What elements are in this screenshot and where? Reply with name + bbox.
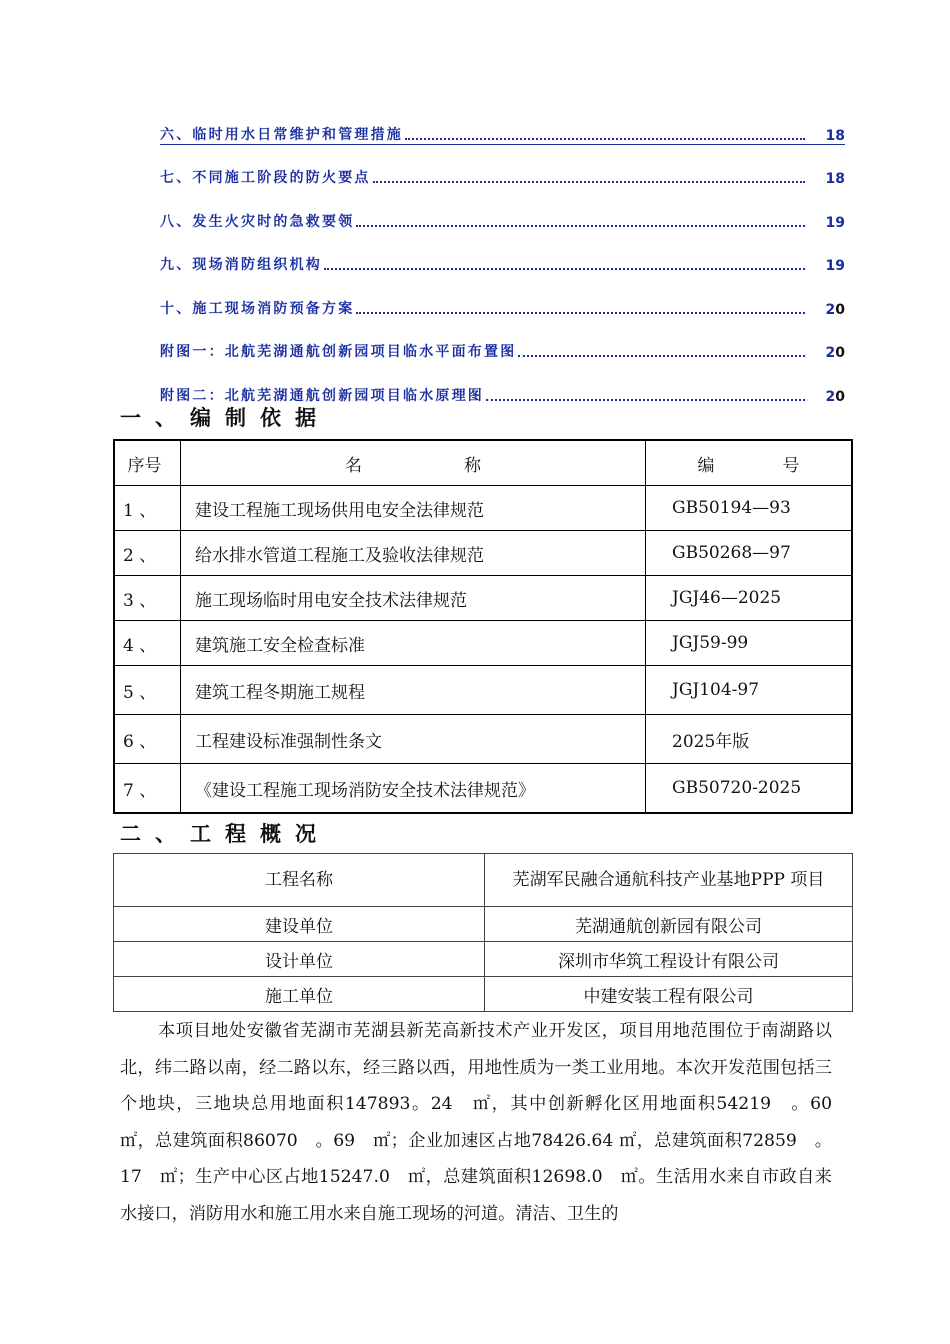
row-code: GB50194—93 [646,486,853,531]
row-index: 2 、 [114,531,181,576]
toc-entry-page[interactable]: 18 [825,171,845,187]
row-code: JGJ104-97 [646,666,853,715]
row-index: 7 、 [114,764,181,814]
toc-leader-dots [373,180,805,183]
row-code: JGJ59-99 [646,621,853,666]
toc-entry-title[interactable]: 八、发生火灾时的急救要领 [160,213,355,230]
table-row [114,764,852,814]
row-name: 给水排水管道工程施工及验收法律规范 [181,531,646,576]
toc-entry-page[interactable]: 18 [825,127,845,144]
info-key: 工程名称 [114,854,485,907]
project-info-table [113,853,853,1012]
toc-entry[interactable] [160,144,845,188]
toc-page-digit: 0 [835,388,845,405]
toc-entry-title[interactable]: 附图二：北航芜湖通航创新园项目临水原理图 [160,387,484,404]
info-value: 深圳市华筑工程设计有限公司 [485,942,853,977]
toc-entry[interactable] [160,274,845,318]
info-key: 施工单位 [114,977,485,1012]
toc-entry[interactable] [160,187,845,231]
info-key: 建设单位 [114,907,485,942]
row-name: 工程建设标准强制性条文 [181,715,646,764]
toc-page-digit: 0 [835,345,845,361]
table-row [114,715,852,764]
toc-page-digit[interactable]: 2 [825,388,836,405]
info-value: 芜湖军民融合通航科技产业基地PPP 项目 [485,854,853,907]
toc-leader-dots [356,224,805,227]
toc-entry[interactable] [160,318,845,362]
section-heading-basis: 一、编制依据 [120,406,330,430]
row-code: 2025年版 [646,715,853,764]
toc-entry[interactable] [160,100,845,144]
project-description: 本项目地处安徽省芜湖市芜湖县新芜高新技术产业开发区，项目用地范围位于南湖路以北，纬二路以南，经二路以东，经三路以西，用地性质为一类工业用地。本次开发范围包括三个地块，三地块总用地面积147893。24 ㎡，其中创新孵化区用地面积54219 。60 ㎡，总建筑面积86070 。69 ㎡；企业加速区占地78426.64 ㎡，总建筑面积72859 。17 ㎡；生产中心区占地15247.0 ㎡，总建筑面积12698.0 ㎡。生活用水来自市政自来水接口，消防用水和施工用水来自施工现场的河道。清洁、卫生的 [120,1021,850,1224]
row-index: 5 、 [114,666,181,715]
table-row [114,977,853,1012]
toc-leader-dots [518,354,805,357]
toc-leader-dots [405,137,805,140]
info-key: 设计单位 [114,942,485,977]
table-row [114,576,852,621]
toc-page-digit[interactable]: 2 [825,345,836,361]
row-index: 6 、 [114,715,181,764]
row-code: GB50720-2025 [646,764,853,814]
row-name: 施工现场临时用电安全技术法律规范 [181,576,646,621]
toc-entry-page[interactable] [825,345,845,361]
toc-entry-page[interactable]: 19 [825,214,845,231]
toc-entry[interactable] [160,231,845,275]
toc-page-digit: 0 [835,301,845,318]
section-heading-overview: 二、工程概况 [120,822,330,846]
row-name: 《建设工程施工现场消防安全技术法律规范》 [181,764,646,814]
toc-entry-title[interactable]: 七、不同施工阶段的防火要点 [160,170,371,186]
table-row [114,942,853,977]
table-row [114,854,853,907]
header-name: 名 称 [181,440,646,486]
row-index: 1 、 [114,486,181,531]
header-code: 编 号 [646,440,853,486]
table-row [114,666,852,715]
standards-table [113,439,853,814]
table-of-contents [160,100,845,405]
table-row [114,486,852,531]
row-code: GB50268—97 [646,531,853,576]
toc-entry-title[interactable]: 附图一：北航芜湖通航创新园项目临水平面布置图 [160,344,517,360]
toc-entry[interactable] [160,361,845,405]
toc-leader-dots [356,311,805,314]
toc-entry-title[interactable]: 六、临时用水日常维护和管理措施 [160,126,403,143]
table-header-row [114,440,852,486]
toc-leader-dots [486,398,805,401]
row-code: JGJ46—2025 [646,576,853,621]
toc-entry-page[interactable] [825,302,845,318]
info-value: 中建安装工程有限公司 [485,977,853,1012]
row-index: 3 、 [114,576,181,621]
table-row [114,531,852,576]
info-value: 芜湖通航创新园有限公司 [485,907,853,942]
toc-page-digit[interactable]: 2 [825,301,836,318]
row-name: 建设工程施工现场供用电安全法律规范 [181,486,646,531]
table-row [114,907,853,942]
row-index: 4 、 [114,621,181,666]
toc-entry-page[interactable] [825,389,845,405]
table-row [114,621,852,666]
toc-entry-title[interactable]: 十、施工现场消防预备方案 [160,300,355,317]
toc-leader-dots [324,267,805,270]
row-name: 建筑工程冬期施工规程 [181,666,646,715]
row-name: 建筑施工安全检查标准 [181,621,646,666]
header-index: 序号 [114,440,181,486]
toc-entry-page[interactable]: 19 [825,258,845,274]
toc-entry-title[interactable]: 九、现场消防组织机构 [160,257,322,273]
